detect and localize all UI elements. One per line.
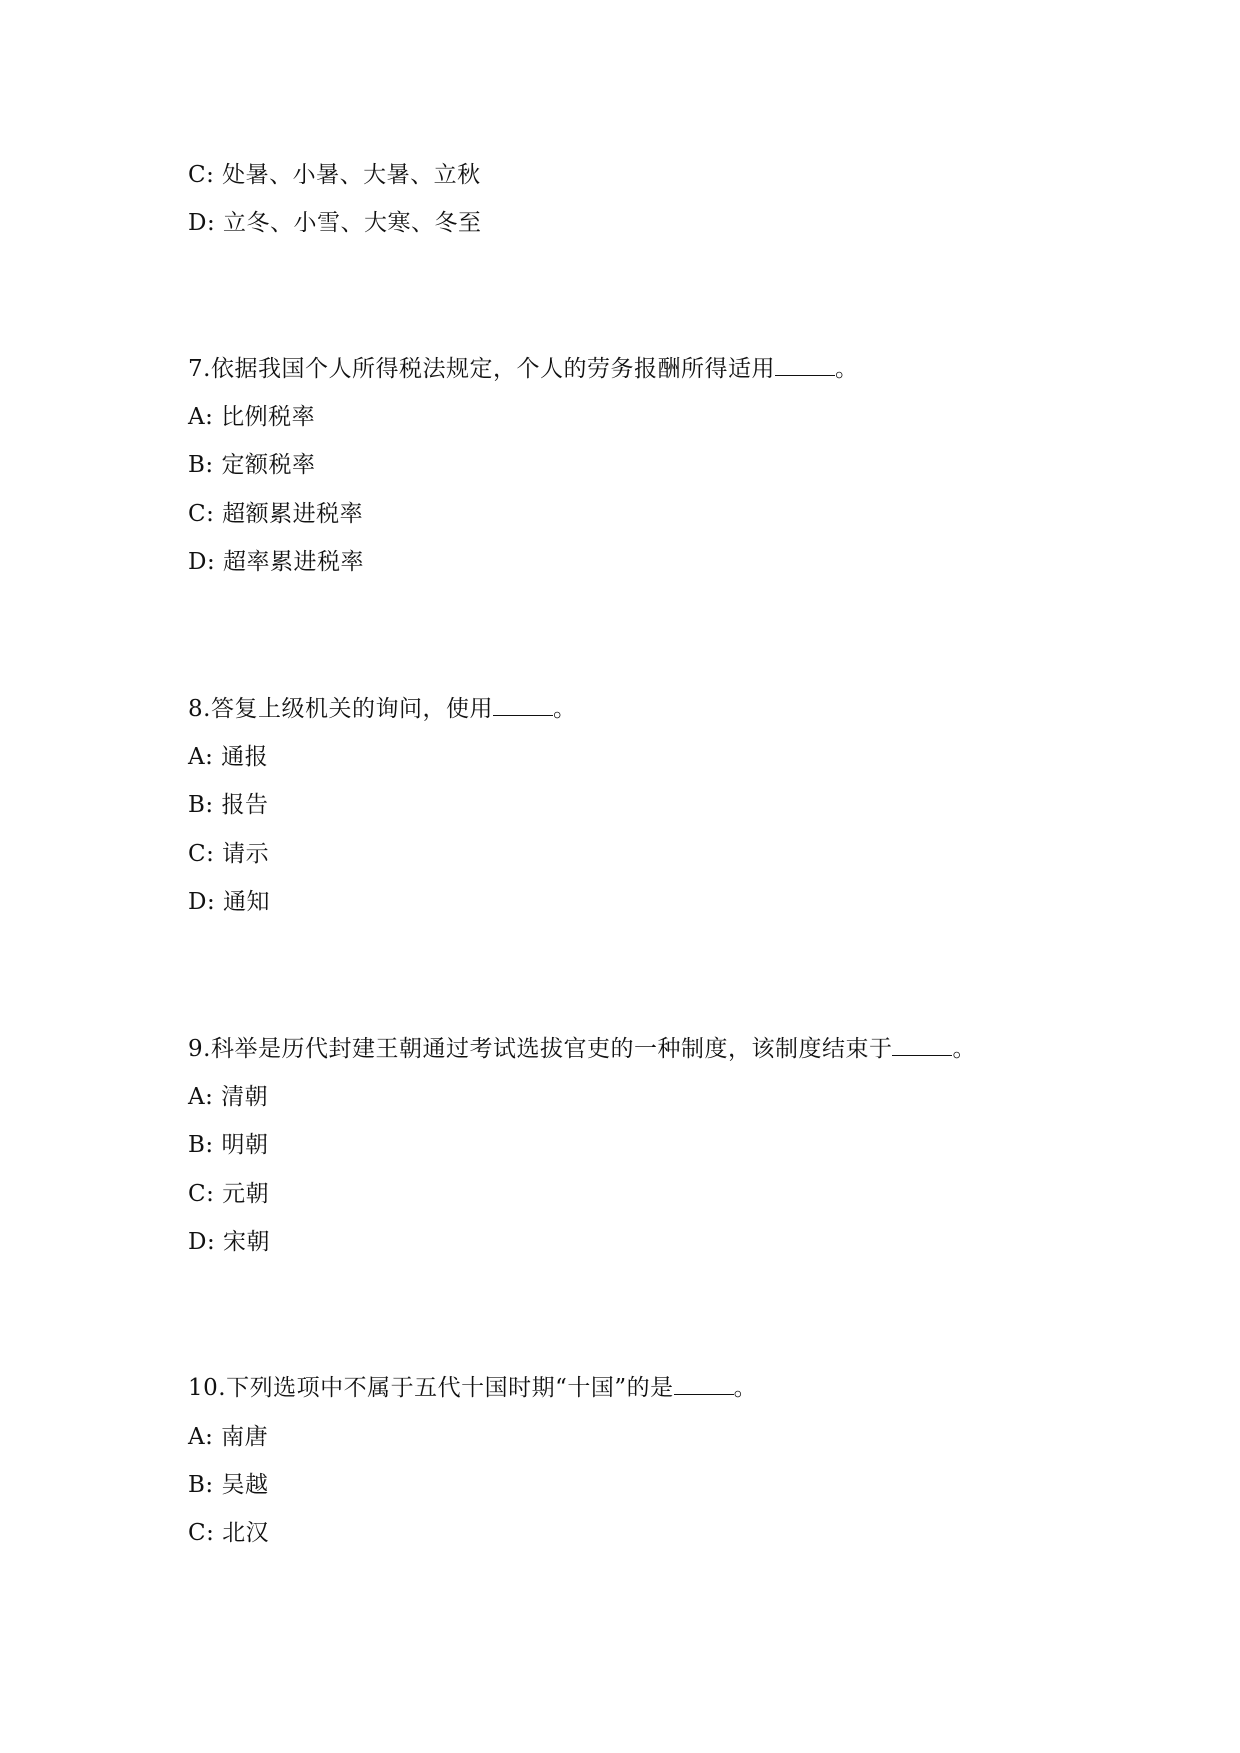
- option-letter: B:: [188, 1132, 214, 1158]
- option-letter: B:: [188, 452, 214, 478]
- question-9-stem: [188, 1034, 976, 1064]
- option-letter: A:: [188, 404, 214, 430]
- option-text: 明朝: [221, 1132, 269, 1158]
- answer-blank: [674, 1374, 734, 1395]
- option-b: [188, 1130, 268, 1160]
- answer-blank: [775, 355, 835, 376]
- option-a: [188, 402, 315, 432]
- question-text: 7.依据我国个人所得税法规定，个人的劳务报酬所得适用: [188, 356, 775, 382]
- option-text: 报告: [221, 792, 269, 818]
- option-d: [188, 1227, 270, 1257]
- question-end: 。: [952, 1036, 976, 1062]
- option-text: 处暑、小暑、大暑、立秋: [222, 162, 481, 188]
- option-b: [188, 790, 268, 820]
- question-text: 9.科举是历代封建王朝通过考试选拔官吏的一种制度，该制度结束于: [188, 1036, 893, 1062]
- option-b: [188, 450, 315, 480]
- option-text: 超率累进税率: [223, 549, 365, 575]
- option-c: [188, 499, 363, 529]
- option-text: 比例税率: [221, 404, 316, 430]
- question-text: 10.下列选项中不属于五代十国时期“十国”的是: [188, 1375, 674, 1401]
- option-letter: A:: [188, 1084, 214, 1110]
- option-letter: D:: [188, 210, 216, 236]
- option-letter: B:: [188, 792, 214, 818]
- option-letter: A:: [188, 1424, 214, 1450]
- option-d: [188, 547, 364, 577]
- option-a: [188, 1082, 268, 1112]
- option-letter: D:: [188, 1229, 216, 1255]
- option-text: 南唐: [221, 1424, 269, 1450]
- question-end: 。: [733, 1375, 758, 1401]
- option-text: 通报: [221, 744, 269, 770]
- option-text: 立冬、小雪、大寒、冬至: [223, 210, 482, 236]
- option-text: 请示: [222, 841, 270, 867]
- option-a: [188, 1422, 268, 1452]
- option-text: 定额税率: [221, 452, 316, 478]
- option-text: 通知: [223, 889, 271, 915]
- option-letter: C:: [188, 1520, 215, 1546]
- option-a: [188, 742, 268, 772]
- option-letter: D:: [188, 889, 216, 915]
- option-c: [188, 160, 481, 190]
- question-10-stem: [188, 1373, 757, 1403]
- answer-blank: [493, 695, 553, 716]
- option-d: [188, 208, 482, 238]
- option-letter: D:: [188, 549, 216, 575]
- option-letter: C:: [188, 501, 215, 527]
- option-letter: C:: [188, 1181, 215, 1207]
- option-text: 超额累进税率: [222, 501, 364, 527]
- option-letter: C:: [188, 841, 215, 867]
- question-text: 8.答复上级机关的询问，使用: [188, 696, 493, 722]
- question-end: 。: [552, 696, 577, 722]
- option-text: 北汉: [222, 1520, 270, 1546]
- option-text: 宋朝: [223, 1229, 271, 1255]
- question-7-stem: [188, 354, 858, 384]
- option-c: [188, 839, 269, 869]
- option-d: [188, 887, 270, 917]
- question-8-stem: [188, 694, 576, 724]
- option-c: [188, 1518, 269, 1548]
- option-text: 元朝: [222, 1181, 270, 1207]
- option-b: [188, 1470, 268, 1500]
- option-c: [188, 1179, 269, 1209]
- option-text: 清朝: [221, 1084, 269, 1110]
- option-letter: C:: [188, 162, 215, 188]
- answer-blank: [892, 1035, 952, 1056]
- option-letter: B:: [188, 1472, 214, 1498]
- option-text: 吴越: [221, 1472, 269, 1498]
- question-end: 。: [834, 356, 859, 382]
- option-letter: A:: [188, 744, 214, 770]
